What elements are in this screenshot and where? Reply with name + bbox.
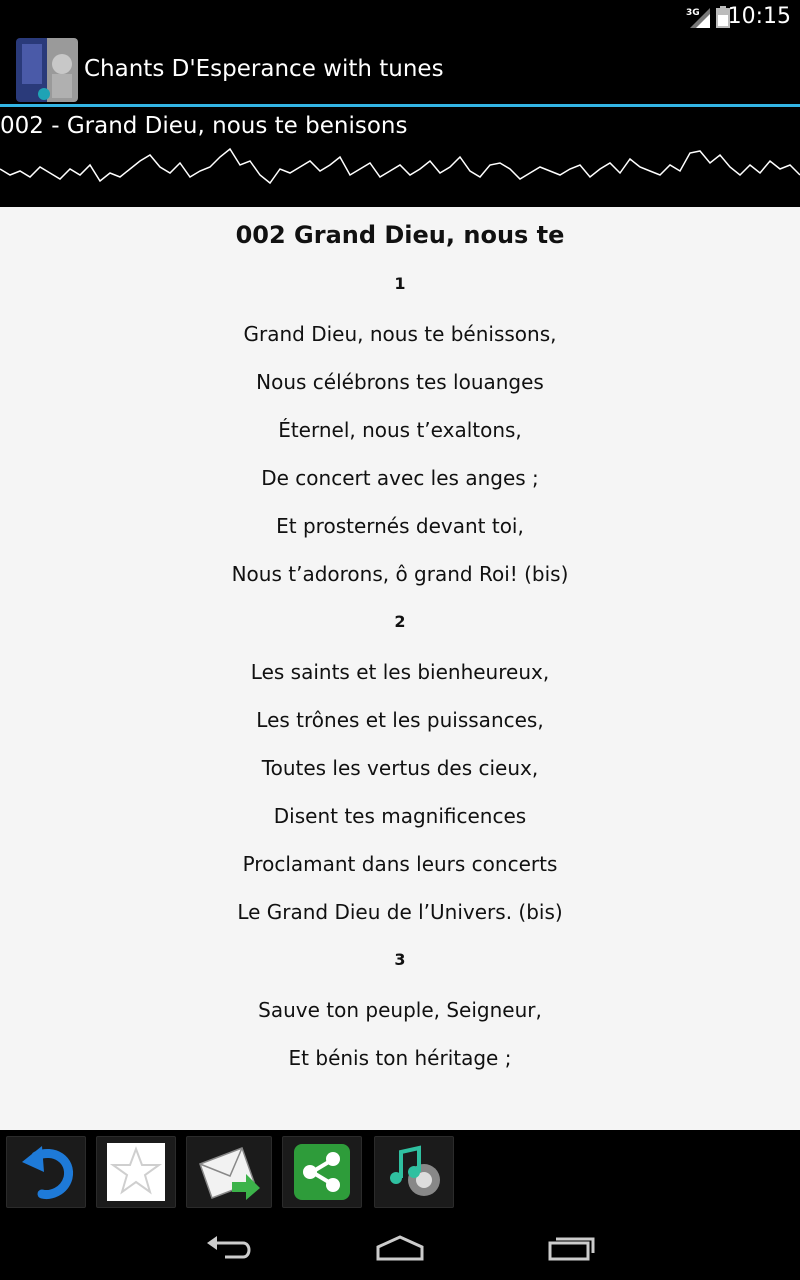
stanza bbox=[0, 606, 800, 936]
app-logo-icon[interactable] bbox=[16, 38, 78, 102]
stanza bbox=[0, 944, 800, 1082]
back-button[interactable] bbox=[6, 1136, 86, 1208]
lyric-line: Nous t’adorons, ô grand Roi! (bis) bbox=[231, 562, 569, 586]
nav-home-button[interactable] bbox=[370, 1228, 430, 1268]
signal-3g-icon bbox=[686, 6, 710, 28]
system-nav-bar bbox=[0, 1214, 800, 1280]
nav-back-button[interactable] bbox=[200, 1228, 260, 1268]
hymn-title: 002 Grand Dieu, nous te bbox=[235, 221, 565, 249]
nav-recents-button[interactable] bbox=[542, 1228, 602, 1268]
stanza-number: 2 bbox=[394, 612, 406, 631]
lyric-line: De concert avec les anges ; bbox=[261, 466, 539, 490]
lyric-line: Disent tes magnificences bbox=[273, 804, 527, 828]
status-bar bbox=[0, 0, 800, 36]
svg-text:3G: 3G bbox=[686, 8, 700, 18]
lyric-line: Grand Dieu, nous te bénissons, bbox=[243, 322, 557, 346]
lyrics-view[interactable] bbox=[0, 207, 800, 1130]
back-arrow-icon bbox=[16, 1142, 76, 1202]
lyric-line: Le Grand Dieu de l’Univers. (bis) bbox=[237, 900, 563, 924]
music-note-icon bbox=[384, 1142, 444, 1202]
share-icon bbox=[292, 1142, 352, 1202]
track-title: 002 - Grand Dieu, nous te benisons bbox=[0, 113, 408, 139]
nav-recents-icon bbox=[547, 1233, 597, 1263]
tune-button[interactable] bbox=[374, 1136, 454, 1208]
lyric-line: Toutes les vertus des cieux, bbox=[261, 756, 539, 780]
lyric-line: Nous célébrons tes louanges bbox=[256, 370, 544, 394]
lyric-line: Et bénis ton héritage ; bbox=[288, 1046, 512, 1070]
lyric-line: Et prosternés devant toi, bbox=[276, 514, 524, 538]
favorite-button[interactable] bbox=[96, 1136, 176, 1208]
action-bar bbox=[0, 36, 800, 104]
lyric-line: Sauve ton peuple, Seigneur, bbox=[258, 998, 542, 1022]
app-title: Chants D'Esperance with tunes bbox=[84, 56, 444, 82]
lyric-line: Les saints et les bienheureux, bbox=[250, 660, 550, 684]
nav-back-icon bbox=[205, 1233, 255, 1263]
stanza bbox=[0, 268, 800, 598]
audio-player bbox=[0, 107, 800, 207]
lyric-line: Éternel, nous t’exaltons, bbox=[278, 418, 522, 442]
clock: 10:15 bbox=[727, 4, 791, 29]
stanza-number: 1 bbox=[394, 274, 406, 293]
star-icon bbox=[107, 1143, 165, 1201]
stanza-number: 3 bbox=[394, 950, 406, 969]
lyric-line: Les trônes et les puissances, bbox=[256, 708, 544, 732]
bottom-toolbar bbox=[0, 1130, 800, 1214]
mail-forward-icon bbox=[196, 1142, 262, 1202]
share-button[interactable] bbox=[282, 1136, 362, 1208]
nav-home-icon bbox=[374, 1233, 426, 1263]
email-button[interactable] bbox=[186, 1136, 272, 1208]
lyric-line: Proclamant dans leurs concerts bbox=[242, 852, 558, 876]
waveform[interactable] bbox=[0, 147, 800, 205]
